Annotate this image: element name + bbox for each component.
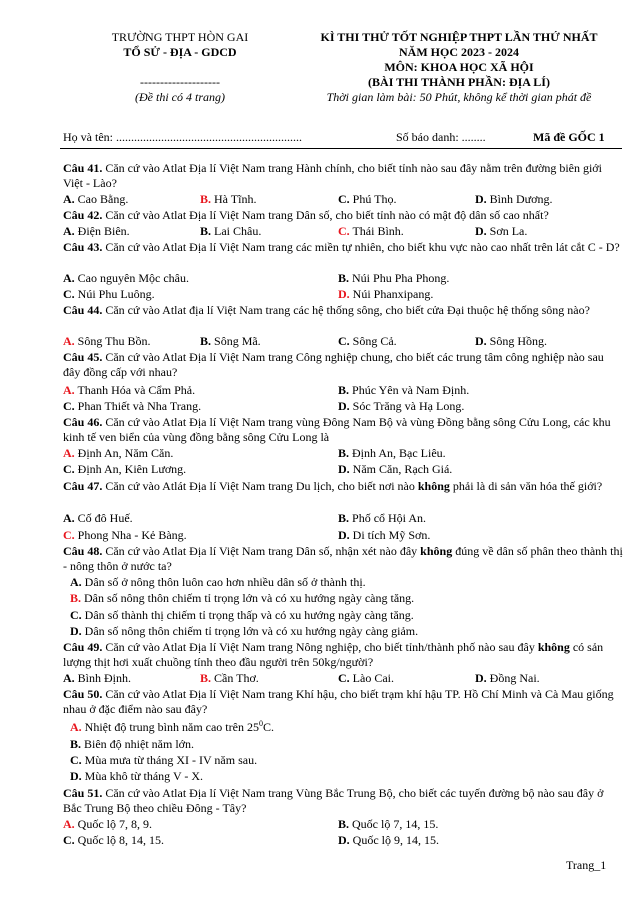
- option: B. Định An, Bạc Liêu.: [338, 446, 446, 460]
- question-43: Câu 43. Căn cứ vào Atlat Địa lí Việt Nam trang các miền tự nhiên, cho biết khu vực nào cao nhất trên lát cắt C - D?: [63, 240, 620, 254]
- question-46-options-2: [63, 462, 623, 477]
- question-51: Câu 51. Căn cứ vào Atlat Địa lí Việt Nam trang Vùng Bắc Trung Bộ, cho biết các tuyến đường bộ nào sau đây ở Bắc Trung Bộ theo chiều Đông - Tây?: [63, 786, 604, 815]
- option: A. Sông Thu Bồn.: [63, 334, 151, 348]
- option: C. Phong Nha - Kẻ Bàng.: [63, 528, 187, 542]
- component: (BÀI THI THÀNH PHẦN: ĐỊA LÍ): [368, 75, 550, 89]
- option: A. Thanh Hóa và Cẩm Phả.: [63, 383, 196, 397]
- option: D. Sông Hồng.: [475, 334, 548, 348]
- option: C. Lào Cai.: [338, 671, 394, 685]
- question-44-options: [63, 334, 623, 349]
- question-48-option-d: D. Dân số nông thôn chiếm tỉ trọng lớn và có xu hướng ngày càng giảm.: [70, 624, 419, 638]
- header-rule: [60, 148, 622, 149]
- question-51-options-2: [63, 833, 623, 848]
- option: D. Núi Phanxipang.: [338, 287, 434, 301]
- question-44: Câu 44. Căn cứ vào Atlat địa lí Việt Nam trang các hệ thống sông, cho biết cửa Đại thuộc hệ thống sông nào?: [63, 303, 590, 317]
- option: D. Sóc Trăng và Hạ Long.: [338, 399, 465, 413]
- question-45: Câu 45. Căn cứ vào Atlat Địa lí Việt Nam trang Công nghiệp chung, cho biết các trung tâm công nghiệp nào sau đây đồng cấp với nhau?: [63, 350, 604, 379]
- option: D. Bình Dương.: [475, 192, 553, 206]
- pages-note: (Đề thi có 4 trang): [135, 90, 225, 104]
- question-43-options-2: [63, 287, 623, 302]
- school-name: TRƯỜNG THPT HÒN GAI: [111, 30, 249, 44]
- option: B. Lai Châu.: [200, 224, 262, 238]
- option: A. Điện Biên.: [63, 224, 130, 238]
- option: A. Cao Bằng.: [63, 192, 129, 206]
- question-47-options-1: [63, 511, 623, 526]
- question-46-options-1: [63, 446, 623, 461]
- question-46: Câu 46. Căn cứ vào Atlat Địa lí Việt Nam trang vùng Đông Nam Bộ và vùng Đồng bằng sông Cửu Long, các khu kinh tế ven biển của vùng đồng bằng sông Cửu Long là: [63, 415, 611, 444]
- option: D. Đồng Nai.: [475, 671, 540, 685]
- option: A. Cố đô Huế.: [63, 511, 133, 525]
- option: B. Cần Thơ.: [200, 671, 259, 685]
- option: B. Núi Phu Pha Phong.: [338, 271, 450, 285]
- option: B. Phố cổ Hội An.: [338, 511, 427, 525]
- school-year: NĂM HỌC 2023 - 2024: [399, 45, 519, 59]
- option: C. Quốc lộ 8, 14, 15.: [63, 833, 164, 847]
- question-42: Câu 42. Căn cứ vào Atlat Địa lí Việt Nam trang Dân số, cho biết tỉnh nào có mật độ dân số cao nhất?: [63, 208, 549, 222]
- candidate-name-field: Họ và tên: ..............................................................: [63, 130, 302, 144]
- question-50: Câu 50. Căn cứ vào Atlat Địa lí Việt Nam trang Khí hậu, cho biết trạm khí hậu TP. Hồ Chí Minh và Cà Mau giống nhau ở đặc điểm nào sau đây?: [63, 687, 614, 716]
- option: A. Cao nguyên Mộc châu.: [63, 271, 189, 285]
- option: D. Sơn La.: [475, 224, 528, 238]
- option: D. Di tích Mỹ Sơn.: [338, 528, 431, 542]
- option: B. Quốc lộ 7, 14, 15.: [338, 817, 439, 831]
- exam-header: [298, 30, 620, 105]
- option: C. Phú Thọ.: [338, 192, 397, 206]
- exam-code: Mã đề GỐC 1: [533, 130, 605, 144]
- option: B. Phúc Yên và Nam Định.: [338, 383, 470, 397]
- candidate-info: [63, 130, 623, 146]
- option: D. Năm Căn, Rạch Giá.: [338, 462, 453, 476]
- question-43-options-1: [63, 271, 623, 286]
- question-48-option-b: B. Dân số nông thôn chiếm tỉ trọng lớn và có xu hướng ngày càng tăng.: [70, 591, 415, 605]
- question-48: Câu 48. Căn cứ vào Atlat Địa lí Việt Nam trang Dân số, nhận xét nào đây không đúng về dân số phân theo thành thị - nông thôn ở nước ta?: [63, 544, 623, 573]
- candidate-number-field: Số báo danh: ........: [396, 130, 486, 144]
- question-47: Câu 47. Căn cứ vào Atlát Địa lí Việt Nam trang Du lịch, cho biết nơi nào không phải là di sản văn hóa thế giới?: [63, 479, 603, 493]
- option: D. Quốc lộ 9, 14, 15.: [338, 833, 439, 847]
- time-note: Thời gian làm bài: 50 Phút, không kể thời gian phát đề: [326, 90, 592, 104]
- school-header: [80, 30, 280, 105]
- subject: MÔN: KHOA HỌC XÃ HỘI: [384, 60, 534, 74]
- option: B. Hà Tĩnh.: [200, 192, 257, 206]
- question-41-options: [63, 192, 623, 207]
- question-50-option-c: C. Mùa mưa từ tháng XI - IV năm sau.: [70, 753, 258, 767]
- divider-dashes: --------------------: [140, 75, 220, 89]
- question-50-option-a: A. Nhiệt độ trung bình năm cao trên $25^0C$.: [70, 719, 274, 734]
- question-50-option-b: B. Biên độ nhiệt năm lớn.: [70, 737, 195, 751]
- option: C. Phan Thiết và Nha Trang.: [63, 399, 202, 413]
- question-45-options-2: [63, 399, 623, 414]
- option: B. Sông Mã.: [200, 334, 261, 348]
- option: C. Núi Phu Luông.: [63, 287, 155, 301]
- exam-title: KÌ THI THỬ TỐT NGHIỆP THPT LẦN THỨ NHẤT: [320, 30, 598, 44]
- question-51-options-1: [63, 817, 623, 832]
- option: C. Sông Cả.: [338, 334, 397, 348]
- question-50-option-d: D. Mùa khô từ tháng V - X.: [70, 769, 204, 783]
- option: C. Thái Bình.: [338, 224, 404, 238]
- question-49-options: [63, 671, 623, 686]
- question-47-options-2: [63, 528, 623, 543]
- question-41: Câu 41. Căn cứ vào Atlat Địa lí Việt Nam trang Hành chính, cho biết tỉnh nào sau đây nằm trên đường biên giới Việt - Lào?: [63, 161, 602, 190]
- question-48-option-c: C. Dân số thành thị chiếm tỉ trọng thấp và có xu hướng ngày càng tăng.: [70, 608, 414, 622]
- department-name: TỔ SỬ - ĐỊA - GDCD: [123, 45, 237, 59]
- page-number: Trang_1: [566, 858, 607, 872]
- question-49: Câu 49. Căn cứ vào Atlat Địa lí Việt Nam trang Nông nghiệp, cho biết tỉnh/thành phố nào sau đây không có sản lượng thịt hơi xuất chuồng tính theo đầu người trên 50kg/người?: [63, 640, 604, 669]
- question-48-option-a: A. Dân số ở nông thôn luôn cao hơn nhiều dân số ở thành thị.: [70, 575, 366, 589]
- option: A. Định An, Năm Căn.: [63, 446, 174, 460]
- option: A. Bình Định.: [63, 671, 132, 685]
- question-42-options: [63, 224, 623, 239]
- option: C. Định An, Kiên Lương.: [63, 462, 187, 476]
- option: A. Quốc lộ 7, 8, 9.: [63, 817, 152, 831]
- question-45-options-1: [63, 383, 623, 398]
